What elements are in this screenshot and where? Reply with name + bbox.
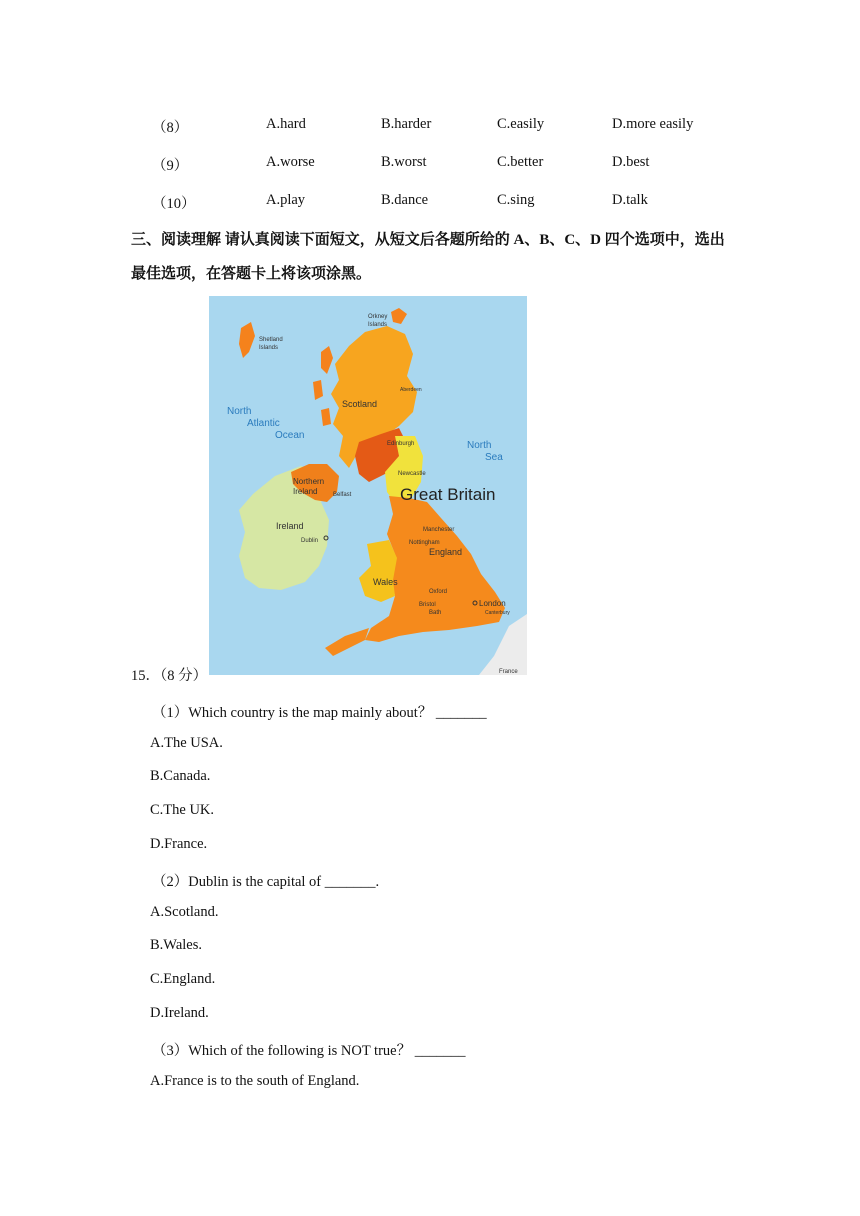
answer-option: B.Wales. (150, 937, 202, 953)
map-label-england: England (429, 547, 463, 557)
question-number: （10） (152, 196, 196, 212)
uk-map-image (209, 296, 527, 675)
map-label-north-atlantic-2: Atlantic (247, 418, 280, 429)
map-label-dublin: Dublin (301, 538, 319, 544)
map-label-north-sea-2: Sea (485, 452, 503, 463)
map-label-north-atlantic-3: Ocean (275, 430, 305, 441)
map-label-bristol: Bristol (419, 602, 436, 608)
question-stem-2: （2）Dublin is the capital of _______. (152, 874, 380, 890)
map-label-nottingham: Nottingham (409, 540, 440, 546)
answer-option: A.France is to the south of England. (150, 1073, 360, 1089)
option-c: C.sing (497, 192, 535, 208)
question-number: （8） (152, 120, 189, 136)
map-label-canterbury: Canterbury (485, 610, 510, 616)
map-label-northern-ireland-2: Ireland (293, 487, 318, 496)
answer-option: C.The UK. (150, 802, 215, 818)
option-c: C.easily (497, 116, 545, 132)
question-stem-3: （3）Which of the following is NOT true？ _______ (152, 1043, 466, 1059)
answer-option: D.France. (150, 836, 208, 852)
option-a: A.play (266, 192, 306, 208)
map-label-bath: Bath (429, 610, 442, 616)
map-label-shetland-2: Islands (259, 345, 279, 351)
answer-option: C.England. (150, 971, 216, 987)
section-heading-line2: 最佳选项，在答题卡上将该项涂黑。 (131, 266, 372, 282)
map-label-ireland: Ireland (276, 521, 304, 531)
section-heading-line1: 三、阅读理解 请认真阅读下面短文，从短文后各题所给的 A、B、C、D 四个选项中，选出 (131, 232, 725, 248)
option-b: B.harder (381, 116, 432, 132)
option-row-9 (0, 154, 860, 178)
option-a: A.worse (266, 154, 315, 170)
map-label-wales: Wales (373, 577, 398, 587)
map-label-belfast: Belfast (333, 492, 352, 498)
map-label-london: London (479, 599, 506, 608)
map-label-newcastle: Newcastle (398, 471, 426, 477)
answer-option: B.Canada. (150, 768, 211, 784)
map-label-orkney-2: Islands (368, 322, 388, 328)
map-label-manchester: Manchester (423, 527, 455, 533)
map-label-great-britain: Great Britain (400, 485, 496, 504)
option-d: D.talk (612, 192, 648, 208)
option-b: B.dance (381, 192, 429, 208)
option-b: B.worst (381, 154, 427, 170)
option-a: A.hard (266, 116, 306, 132)
map-label-shetland: Shetland (259, 337, 283, 343)
map-label-northern-ireland: Northern (293, 477, 325, 486)
answer-option: A.The USA. (150, 735, 223, 751)
question-number-15: 15．（8 分） (131, 668, 208, 684)
option-c: C.better (497, 154, 544, 170)
map-label-north-sea: North (467, 440, 492, 451)
option-row-10 (0, 192, 860, 216)
map-label-aberdeen: Aberdeen (400, 387, 422, 393)
map-label-north-atlantic: North (227, 406, 252, 417)
question-number: （9） (152, 158, 189, 174)
map-label-edinburgh: Edinburgh (387, 441, 415, 447)
option-d: D.best (612, 154, 650, 170)
option-row-8 (0, 116, 860, 140)
map-label-oxford: Oxford (429, 589, 448, 595)
option-d: D.more easily (612, 116, 694, 132)
map-label-orkney: Orkney (368, 314, 388, 320)
map-label-scotland: Scotland (342, 399, 378, 409)
map-label-france: France (499, 669, 518, 675)
answer-option: A.Scotland. (150, 904, 219, 920)
question-stem-1: （1）Which country is the map mainly about？ _______ (152, 705, 487, 721)
answer-option: D.Ireland. (150, 1005, 209, 1021)
